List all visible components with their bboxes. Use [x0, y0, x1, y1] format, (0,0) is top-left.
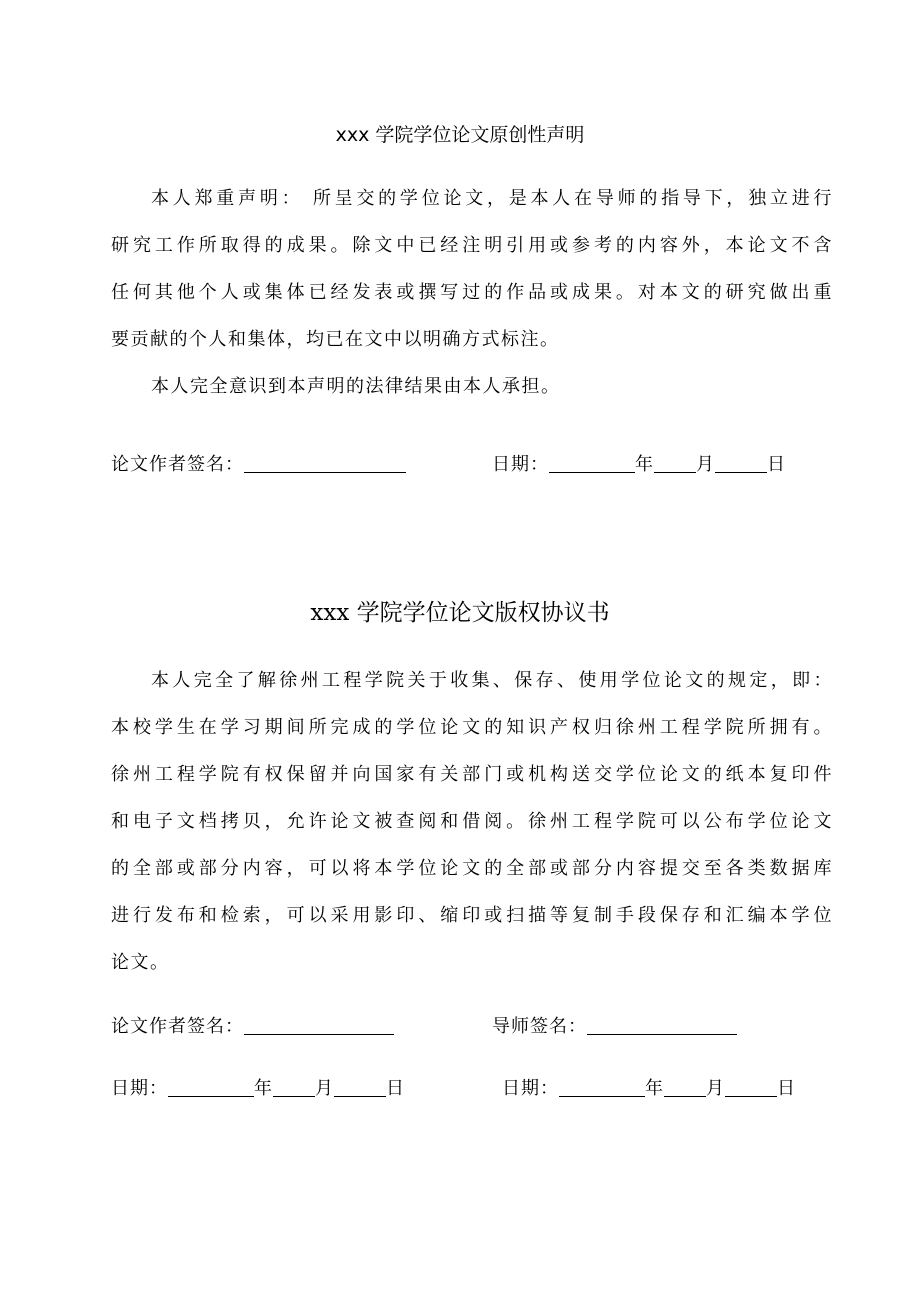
advisor-day-blank[interactable]	[725, 1078, 777, 1097]
declaration-line-3: 任何其他个人或集体已经发表或撰写过的作品或成果。对本文的研究做出重	[111, 282, 833, 303]
day-label: 日	[767, 454, 786, 475]
agreement-author-sign-label: 论文作者签名：	[111, 1016, 244, 1037]
agreement-author-signature	[111, 1012, 394, 1038]
month-blank[interactable]	[654, 454, 696, 473]
agreement-advisor-signature	[492, 1012, 737, 1038]
agreement-line-4: 和电子文档拷贝，允许论文被查阅和借阅。徐州工程学院可以公布学位论文	[111, 811, 833, 832]
declaration-line-5: 本人完全意识到本声明的法律结果由本人承担。	[151, 376, 561, 397]
advisor-year-blank[interactable]	[559, 1078, 645, 1097]
author-month-blank[interactable]	[273, 1078, 315, 1097]
author-sign-label: 论文作者签名：	[111, 454, 244, 475]
declaration-title: xxx 学院学位论文原创性声明	[335, 124, 585, 146]
declaration-date	[492, 450, 786, 476]
agreement-advisor-date	[502, 1074, 796, 1100]
advisor-sign-blank[interactable]	[587, 1016, 737, 1035]
agreement-line-7: 论文。	[111, 952, 170, 973]
agreement-body	[111, 666, 833, 976]
year-label: 年	[635, 454, 654, 475]
declaration-note	[111, 372, 833, 402]
advisor-sign-label: 导师签名：	[492, 1016, 587, 1037]
declaration-line-1: 本人郑重声明： 所呈交的学位论文，是本人在导师的指导下，独立进行	[151, 188, 833, 209]
author-year-blank[interactable]	[168, 1078, 254, 1097]
agreement-author-sign-blank[interactable]	[244, 1016, 394, 1035]
advisor-date-label: 日期：	[502, 1078, 559, 1099]
advisor-month-label: 月	[706, 1078, 725, 1099]
year-blank[interactable]	[549, 454, 635, 473]
author-sign-blank[interactable]	[244, 454, 406, 473]
author-day-label: 日	[386, 1078, 405, 1099]
agreement-line-3: 徐州工程学院有权保留并向国家有关部门或机构送交学位论文的纸本复印件	[111, 764, 833, 785]
author-date-label: 日期：	[111, 1078, 168, 1099]
author-day-blank[interactable]	[334, 1078, 386, 1097]
author-month-label: 月	[315, 1078, 334, 1099]
author-year-label: 年	[254, 1078, 273, 1099]
day-blank[interactable]	[715, 454, 767, 473]
agreement-line-5: 的全部或部分内容，可以将本学位论文的全部或部分内容提交至各类数据库	[111, 858, 833, 879]
month-label: 月	[696, 454, 715, 475]
date-label: 日期：	[492, 454, 549, 475]
agreement-author-date	[111, 1074, 405, 1100]
agreement-line-6: 进行发布和检索，可以采用影印、缩印或扫描等复制手段保存和汇编本学位	[111, 905, 833, 926]
advisor-month-blank[interactable]	[664, 1078, 706, 1097]
agreement-line-2: 本校学生在学习期间所完成的学位论文的知识产权归徐州工程学院所拥有。	[111, 717, 833, 738]
advisor-day-label: 日	[777, 1078, 796, 1099]
declaration-line-2: 研究工作所取得的成果。除文中已经注明引用或参考的内容外，本论文不含	[111, 235, 833, 256]
declaration-author-signature	[111, 450, 406, 476]
agreement-line-1: 本人完全了解徐州工程学院关于收集、保存、使用学位论文的规定，即：	[151, 670, 833, 691]
declaration-body	[111, 184, 833, 364]
agreement-title: xxx 学院学位论文版权协议书	[310, 600, 610, 626]
advisor-year-label: 年	[645, 1078, 664, 1099]
declaration-line-4: 要贡献的个人和集体，均已在文中以明确方式标注。	[111, 329, 560, 350]
